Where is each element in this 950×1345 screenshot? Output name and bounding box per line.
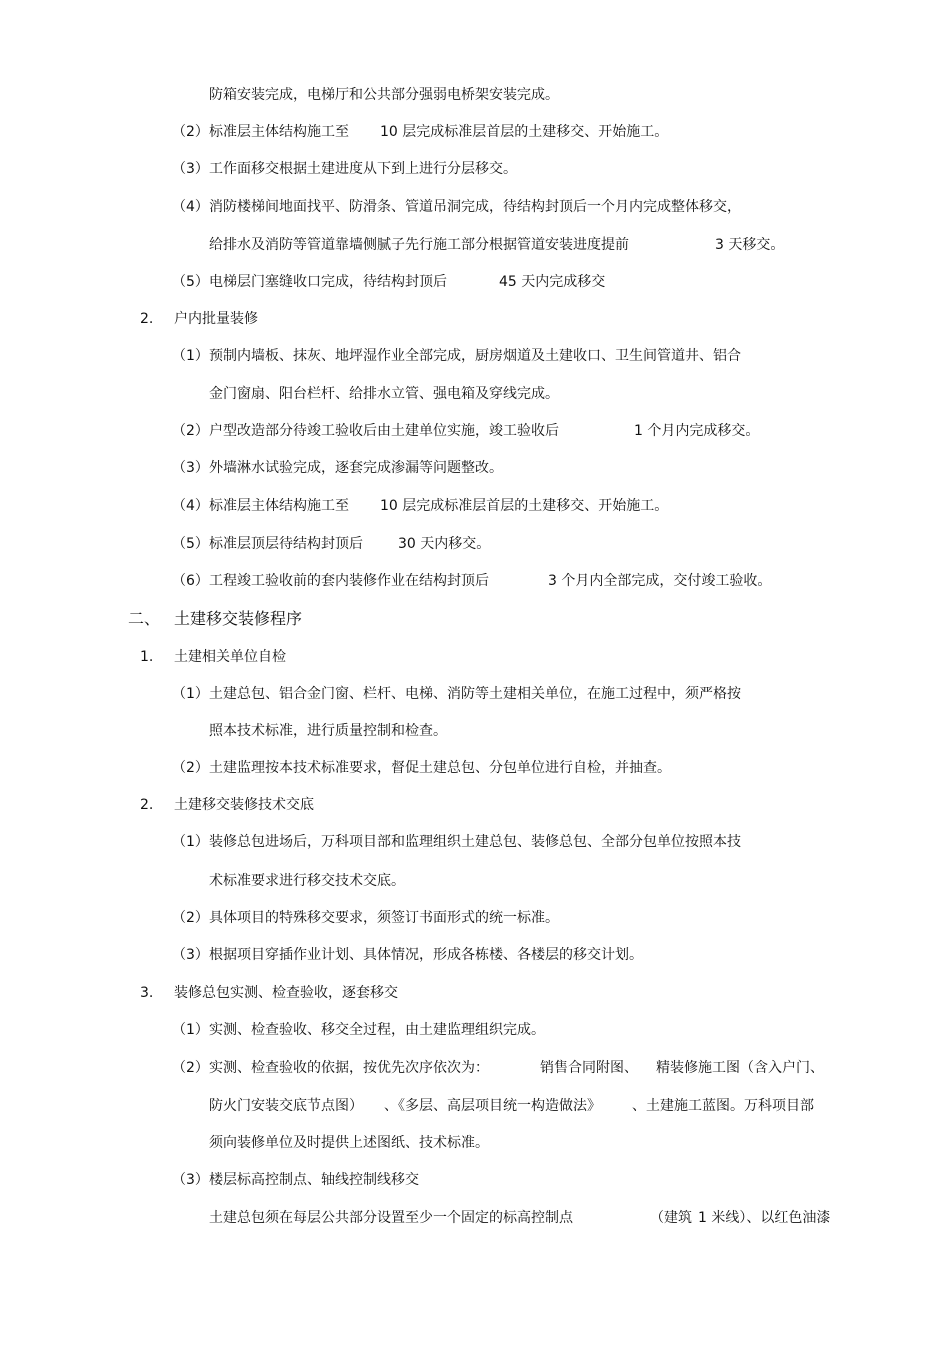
text-segment: 1 个月内完成移交。 bbox=[634, 423, 760, 439]
text-segment: 销售合同附图、 bbox=[540, 1060, 638, 1076]
text-segment: 消防楼梯间地面找平、防滑条、管道吊洞完成，待结构封顶后一个月内完成整体移交， bbox=[209, 199, 741, 215]
item-number: （4） bbox=[172, 498, 209, 514]
text-segment: 防火门安装交底节点图） bbox=[209, 1098, 363, 1114]
item-number: （1） bbox=[172, 686, 209, 702]
item-number: （3） bbox=[172, 1172, 209, 1188]
item-number: （2） bbox=[172, 423, 209, 439]
section-title: 土建移交装修程序 bbox=[174, 609, 303, 628]
text-segment: 、《多层、高层项目统一构造做法》 bbox=[384, 1098, 601, 1114]
text-segment: 根据项目穿插作业计划、具体情况，形成各栋楼、各楼层的移交计划。 bbox=[209, 947, 643, 963]
text-segment: 、土建施工蓝图。万科项目部 bbox=[632, 1098, 814, 1114]
text-segment: 标准层顶层待结构封顶后 bbox=[209, 536, 363, 552]
text-segment: 预制内墙板、抹灰、地坪湿作业全部完成，厨房烟道及土建收口、卫生间管道井、铝合 bbox=[209, 348, 741, 364]
subsection-title: 土建移交装修技术交底 bbox=[174, 797, 314, 813]
text-segment: 30 天内移交。 bbox=[398, 536, 491, 552]
text-segment: 1 米线）、以红色油漆 bbox=[698, 1210, 831, 1226]
item-number: （5） bbox=[172, 536, 209, 552]
item-number: （2） bbox=[172, 760, 209, 776]
text-segment: 具体项目的特殊移交要求，须签订书面形式的统一标准。 bbox=[209, 910, 559, 926]
text-segment: 电梯层门塞缝收口完成，待结构封顶后 bbox=[209, 274, 447, 290]
text-segment: 土建总包须在每层公共部分设置至少一个固定的标高控制点 bbox=[209, 1210, 573, 1226]
text-segment: 金门窗扇、阳台栏杆、给排水立管、强电箱及穿线完成。 bbox=[209, 386, 559, 402]
subsection-number: 3. bbox=[140, 985, 154, 1001]
item-number: （3） bbox=[172, 161, 209, 177]
text-segment: 10 层完成标准层首层的土建移交、开始施工。 bbox=[380, 498, 669, 514]
text-segment: 45 天内完成移交 bbox=[499, 274, 606, 290]
text-segment: 实测、检查验收的依据，按优先次序依次为： bbox=[209, 1060, 489, 1076]
item-number: （1） bbox=[172, 348, 209, 364]
item-number: （6） bbox=[172, 573, 209, 589]
text-segment: 楼层标高控制点、轴线控制线移交 bbox=[209, 1172, 419, 1188]
subsection-number: 2. bbox=[140, 311, 154, 327]
subsection-title: 装修总包实测、检查验收，逐套移交 bbox=[174, 985, 398, 1001]
subsection-number: 2. bbox=[140, 797, 154, 813]
text-segment: 精装修施工图（含入户门、 bbox=[656, 1060, 824, 1076]
text-segment: 给排水及消防等管道靠墙侧腻子先行施工部分根据管道安装进度提前 bbox=[209, 237, 629, 253]
subsection-title: 户内批量装修 bbox=[174, 311, 258, 327]
item-number: （2） bbox=[172, 910, 209, 926]
text-segment: 标准层主体结构施工至 bbox=[209, 124, 349, 140]
item-number: （1） bbox=[172, 1022, 209, 1038]
subsection-title: 土建相关单位自检 bbox=[174, 649, 286, 665]
item-number: （5） bbox=[172, 274, 209, 290]
text-segment: 土建总包、铝合金门窗、栏杆、电梯、消防等土建相关单位，在施工过程中，须严格按 bbox=[209, 686, 741, 702]
text-segment: 照本技术标准，进行质量控制和检查。 bbox=[209, 723, 447, 739]
text-segment: 户型改造部分待竣工验收后由土建单位实施，竣工验收后 bbox=[209, 423, 559, 439]
item-number: （3） bbox=[172, 460, 209, 476]
text-segment: 须向装修单位及时提供上述图纸、技术标准。 bbox=[209, 1135, 489, 1151]
text-segment: 工作面移交根据土建进度从下到上进行分层移交。 bbox=[209, 161, 517, 177]
item-number: （2） bbox=[172, 124, 209, 140]
text-segment: 外墙淋水试验完成，逐套完成渗漏等问题整改。 bbox=[209, 460, 503, 476]
text-segment: 实测、检查验收、移交全过程，由土建监理组织完成。 bbox=[209, 1022, 545, 1038]
text-segment: 10 层完成标准层首层的土建移交、开始施工。 bbox=[380, 124, 669, 140]
text-segment: 标准层主体结构施工至 bbox=[209, 498, 349, 514]
text-segment: 防箱安装完成，电梯厅和公共部分强弱电桥架安装完成。 bbox=[209, 87, 559, 103]
text-segment: 术标准要求进行移交技术交底。 bbox=[209, 873, 405, 889]
subsection-number: 1. bbox=[140, 649, 154, 665]
text-segment: 3 个月内全部完成，交付竣工验收。 bbox=[548, 573, 772, 589]
item-number: （3） bbox=[172, 947, 209, 963]
item-number: （2） bbox=[172, 1060, 209, 1076]
text-segment: 3 天移交。 bbox=[715, 237, 785, 253]
text-segment: （建筑 bbox=[650, 1210, 692, 1226]
text-segment: 装修总包进场后，万科项目部和监理组织土建总包、装修总包、全部分包单位按照本技 bbox=[209, 834, 741, 850]
section-number: 二、 bbox=[128, 609, 161, 628]
text-segment: 工程竣工验收前的套内装修作业在结构封顶后 bbox=[209, 573, 489, 589]
item-number: （4） bbox=[172, 199, 209, 215]
item-number: （1） bbox=[172, 834, 209, 850]
text-segment: 土建监理按本技术标准要求，督促土建总包、分包单位进行自检，并抽查。 bbox=[209, 760, 671, 776]
